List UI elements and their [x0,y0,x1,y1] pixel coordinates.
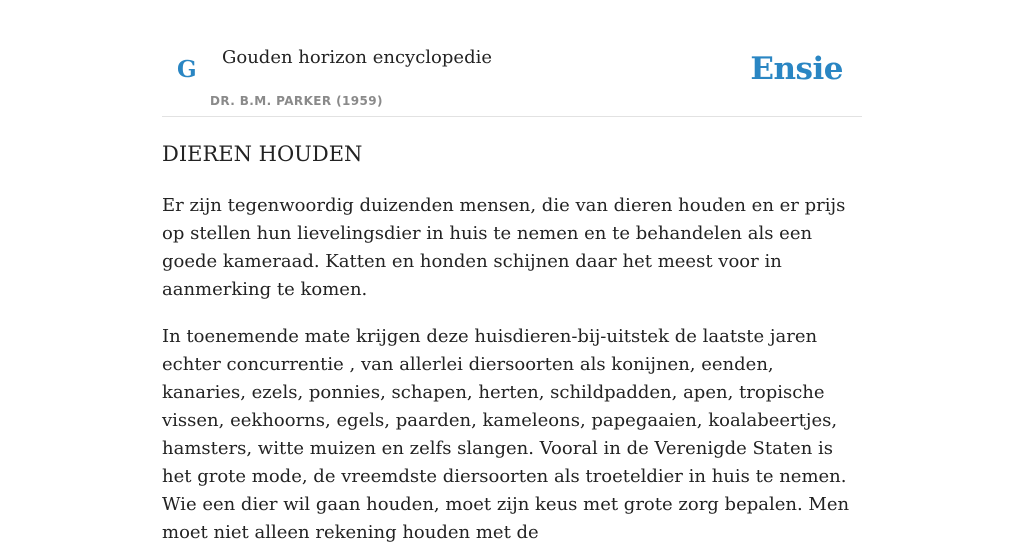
page-header [162,0,862,117]
article-paragraph: In toenemende mate krijgen deze huisdieren-bij-uitstek de laatste jaren echter concurrentie , van allerlei diersoorten als konijnen, eenden, kanaries, ezels, ponnies, schapen, herten, schildpadden, apen, tropische vissen, eekhoorns, egels, paarden, kameleons, papegaaien, koalabeertjes, hamsters, witte muizen en zelfs slangen. Vooral in de Verenigde Staten is het grote mode, de vreemdste diersoorten als troeteldier in huis te nemen. Wie een dier wil gaan houden, moet zijn keus met grote zorg bepalen. Men moet niet alleen rekening houden met de [162,326,850,543]
article [162,138,862,547]
ensie-logo[interactable]: Ensie [750,51,843,87]
book-logo[interactable]: G [177,56,197,83]
book-author: DR. B.M. PARKER (1959) [210,94,383,108]
book-title[interactable]: Gouden horizon encyclopedie [222,47,492,68]
article-title: DIEREN HOUDEN [162,142,363,166]
article-paragraph: Er zijn tegenwoordig duizenden mensen, die van dieren houden en er prijs op stellen hun lievelingsdier in huis te nemen en te behandelen als een goede kameraad. Katten en honden schijnen daar het meest voor in aanmerking te komen. [162,195,846,300]
